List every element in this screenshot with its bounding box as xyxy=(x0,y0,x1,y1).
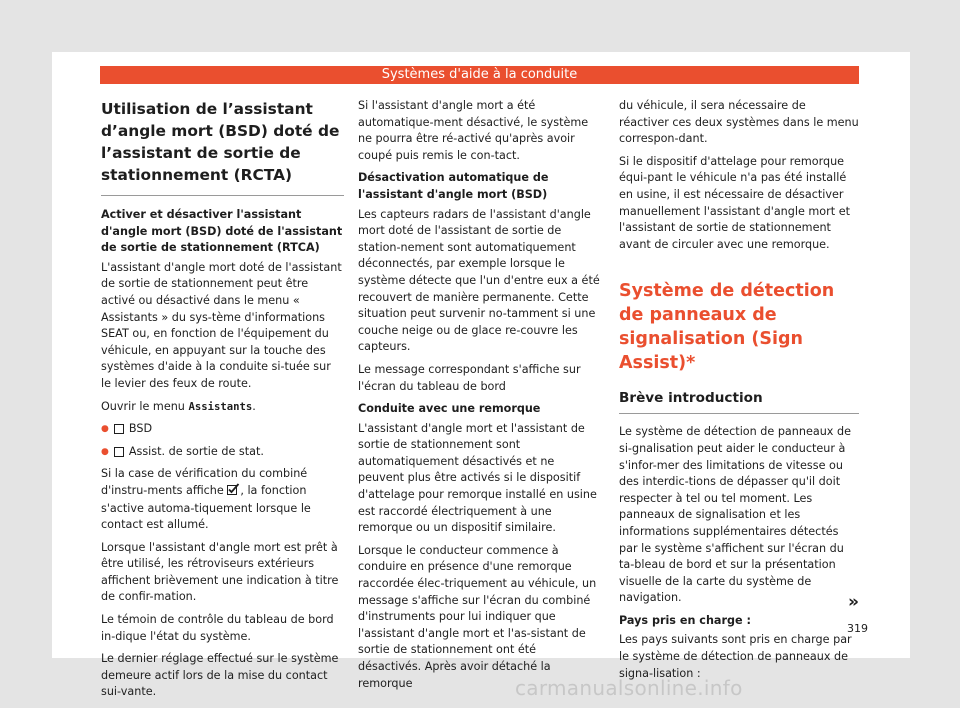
subheading: Désactivation automatique de l'assistant d'angle mort (BSD) xyxy=(358,171,549,201)
paragraph: Si l'assistant d'angle mort a été automatique-ment désactivé, le système ne pourra être ré-activé qu'après avoir coupé puis remis le con-tact. xyxy=(358,99,589,162)
checkbox-icon xyxy=(114,447,124,457)
page-number: 319 xyxy=(847,622,868,635)
paragraph: Le système de détection de panneaux de si-gnalisation peut aider le conducteur à s'infor-mer des limitations de vitesse ou des interdic-tions de dépasser qu'il doit respecter à tel ou tel moment. Les panneaux de signalisation et les informations supplémentaires détectés par le système s'affichent sur l'écran du ta-bleau de bord et sur la présentation visuelle de la carte du système de navigation. xyxy=(619,425,851,605)
chapter-header: Systèmes d'aide à la conduite xyxy=(100,66,859,84)
continue-icon: » xyxy=(848,592,859,612)
column-middle xyxy=(358,98,602,698)
paragraph: Lorsque le conducteur commence à conduire en présence d'une remorque raccordée élec-triquement au véhicule, un message s'affiche sur l'écran du combiné d'instruments pour lui indiquer que l'assistant d'angle mort et l'as-sistant de sortie de stationnement ont été désactivés. Après avoir détaché la remorque xyxy=(358,543,597,690)
subheading: Conduite avec une remorque xyxy=(358,402,541,416)
paragraph: L'assistant d'angle mort et l'assistant de sortie de stationnement sont automatiquement désactivés et ne peuvent plus être activés si le dispositif d'attelage pour remorque installé en usine est raccordé électriquement à une remorque ou un dispositif similaire. xyxy=(358,421,597,535)
checkbox-icon xyxy=(114,424,124,434)
section-subtitle: Brève introduction xyxy=(619,390,763,407)
column-right xyxy=(619,98,859,688)
paragraph: Les capteurs radars de l'assistant d'angle mort doté de l'assistant de sortie de station-nement sont automatiquement déconnectés, par exemple lorsque le système détecte que l'un d'entre eux a été recouvert de manière permanente. Cette situation peut survenir no-tamment si une couche neige ou de glace re-couvre les capteurs. xyxy=(358,207,600,354)
paragraph: Le témoin de contrôle du tableau de bord in-dique l'état du système. xyxy=(101,613,334,643)
paragraph: Lorsque l'assistant d'angle mort est prêt à être utilisé, les rétroviseurs extérieurs affichent brièvement une indication à titre de confir-mation. xyxy=(101,540,339,604)
checked-box-icon xyxy=(227,483,240,501)
column-left xyxy=(101,98,344,707)
bullet-icon: ● xyxy=(101,424,109,435)
paragraph: Si la case de vérification du combiné d'instru-ments affiche , la fonction s'active automa-tiquement lorsque le contact est allumé. xyxy=(101,467,311,532)
paragraph: Si le dispositif d'attelage pour remorque équi-pant le véhicule n'a pas été installé en usine, il est nécessaire de désactiver manuellement l'assistant d'angle mort et l'assistant de sortie de stationnement avant de circuler avec une remorque. xyxy=(619,154,850,251)
section-title: Utilisation de l’assistant d’angle mort (BSD) doté de l’assistant de sortie de stationnement (RCTA) xyxy=(101,100,340,184)
section-divider xyxy=(101,195,344,196)
paragraph: Le message correspondant s'affiche sur l'écran du tableau de bord xyxy=(358,362,581,393)
paragraph: L'assistant d'angle mort doté de l'assistant de sortie de stationnement peut être activé ou désactivé dans le menu « Assistants » du sys-tème d'informations SEAT ou, en fonction de l'équipement du véhicule, en appuyant sur la touche des systèmes d'aide à la conduite si-tuée sur le levier des feux de route. xyxy=(101,260,342,390)
watermark: carmanualsonline.info xyxy=(515,676,743,700)
menu-name: Assistants xyxy=(188,400,253,413)
menu-instruction: Ouvrir le menu Assistants. xyxy=(101,399,256,413)
list-item: ● Assist. de sortie de stat. xyxy=(101,444,344,461)
subheading: Activer et désactiver l'assistant d'angle mort (BSD) doté de l'assistant de sortie de stationnement (RTCA) xyxy=(101,208,343,255)
bullet-icon: ● xyxy=(101,446,109,457)
paragraph: Les pays suivants sont pris en charge par le système de détection de panneaux de signa-lisation : xyxy=(619,633,852,680)
paragraph: Le dernier réglage effectué sur le système demeure actif lors de la mise du contact sui-vante. xyxy=(101,652,339,699)
main-title: Système de détection de panneaux de signalisation (Sign Assist)* xyxy=(619,281,835,374)
list-item: ● BSD xyxy=(101,421,344,438)
subheading: Pays pris en charge : xyxy=(619,613,751,627)
paragraph: du véhicule, il sera nécessaire de réactiver ces deux systèmes dans le menu correspon-dant. xyxy=(619,99,859,146)
section-divider xyxy=(619,413,859,414)
